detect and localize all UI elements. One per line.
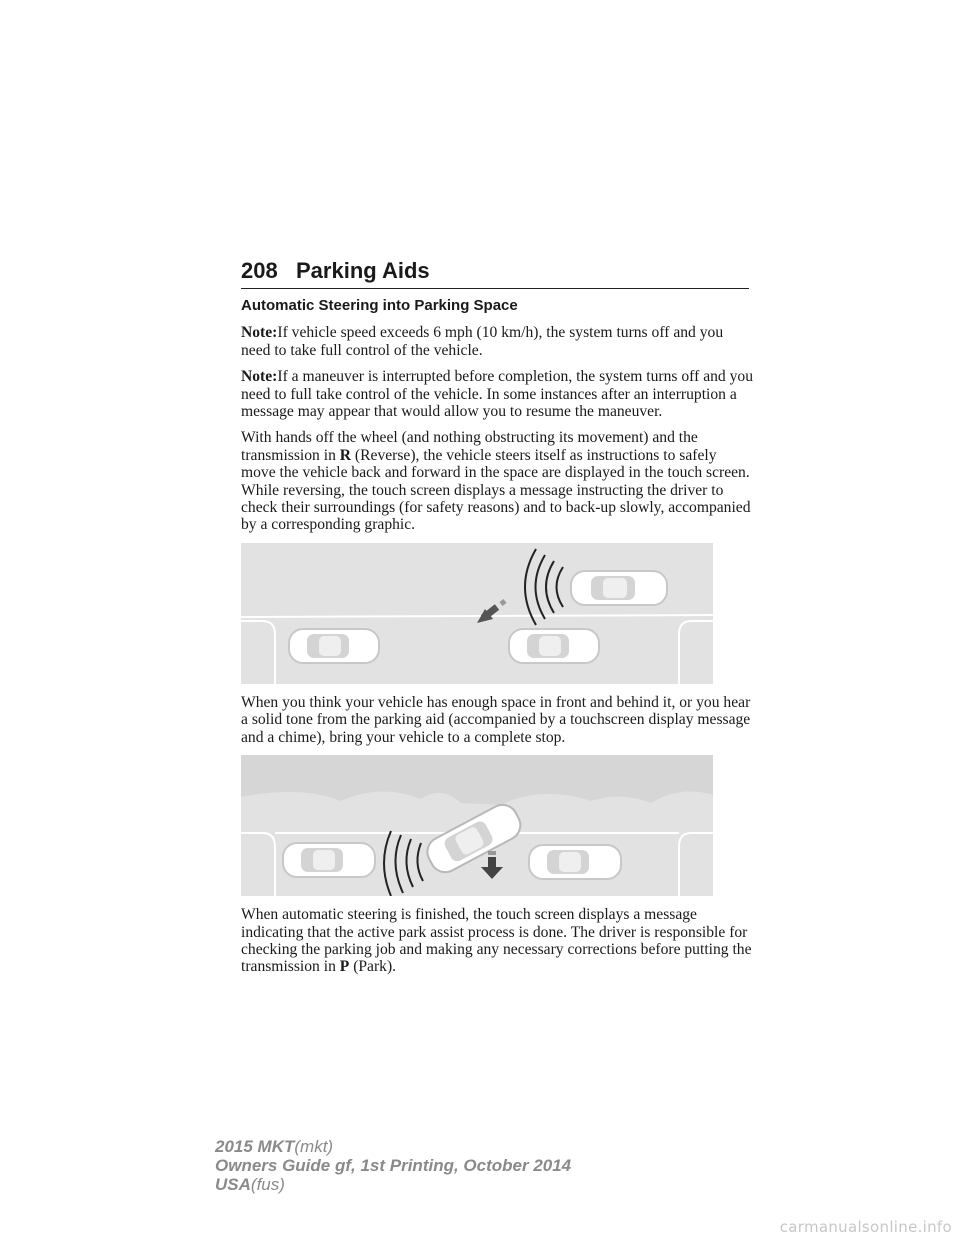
reversing-illustration [241, 543, 713, 684]
page-content [241, 297, 753, 985]
page-footer [215, 1137, 571, 1194]
note-paragraph-speed [241, 324, 753, 359]
finish-paragraph [241, 906, 753, 976]
footer-model: 2015 MKT [215, 1137, 295, 1156]
gear-key-r: R [339, 446, 352, 464]
page-number: 208 [241, 258, 278, 283]
stop-paragraph: When you think your vehicle has enough space in front and behind it, or you hear a solid tone from the parking aid (accompanied by a touchscreen display message and a chime), bring your vehicle to a complete stop. [241, 693, 751, 746]
moving-car [571, 571, 667, 605]
footer-line-market [215, 1175, 571, 1194]
footer-model-code: (mkt) [294, 1137, 334, 1156]
note-label: Note: [241, 368, 278, 386]
reverse-paragraph [241, 429, 753, 533]
parked-car-right [529, 845, 621, 879]
parking-illustration [241, 755, 713, 896]
paragraph-text: With hands off the wheel (and nothing obstructing its movement) and the transmission in [241, 429, 698, 464]
gear-key-p: P [339, 958, 350, 976]
footer-market: USA [215, 1175, 251, 1194]
page-header [241, 258, 749, 289]
footer-market-code: (fus) [250, 1175, 285, 1194]
paragraph-text: (Park). [349, 958, 397, 976]
parked-car-right [509, 629, 599, 663]
parked-car-left [289, 629, 379, 663]
subheading: Automatic Steering into Parking Space [241, 297, 518, 314]
section-title: Parking Aids [296, 258, 430, 283]
paragraph-text: When automatic steering is finished, the touch screen displays a message indicating that the active park assist process is done. The driver is responsible for checking the parking job and making any necessary corrections before putting the transmission in [241, 906, 752, 976]
note-label: Note: [241, 324, 278, 342]
note-text: If vehicle speed exceeds 6 mph (10 km/h), the system turns off and you need to take full control of the vehicle. [241, 324, 724, 359]
footer-line-edition: Owners Guide gf, 1st Printing, October 2014 [215, 1156, 572, 1175]
footer-line-model [215, 1137, 571, 1156]
watermark: carmanualsonline.info [779, 1218, 952, 1236]
note-text: If a maneuver is interrupted before completion, the system turns off and you need to full take control of the vehicle. In some instances after an interruption a message may appear that would allow you to resume the maneuver. [241, 368, 753, 421]
note-paragraph-interrupted [241, 368, 753, 420]
paragraph-text: (Reverse), the vehicle steers itself as instructions to safely move the vehicle back and forward in the space are displayed in the touch screen. While reversing, the touch screen displays a message instructing the driver to check their surroundings (for safety reasons) and to back-up slowly, accompanied by a corresponding graphic. [241, 446, 751, 534]
parked-car-left [283, 843, 375, 877]
